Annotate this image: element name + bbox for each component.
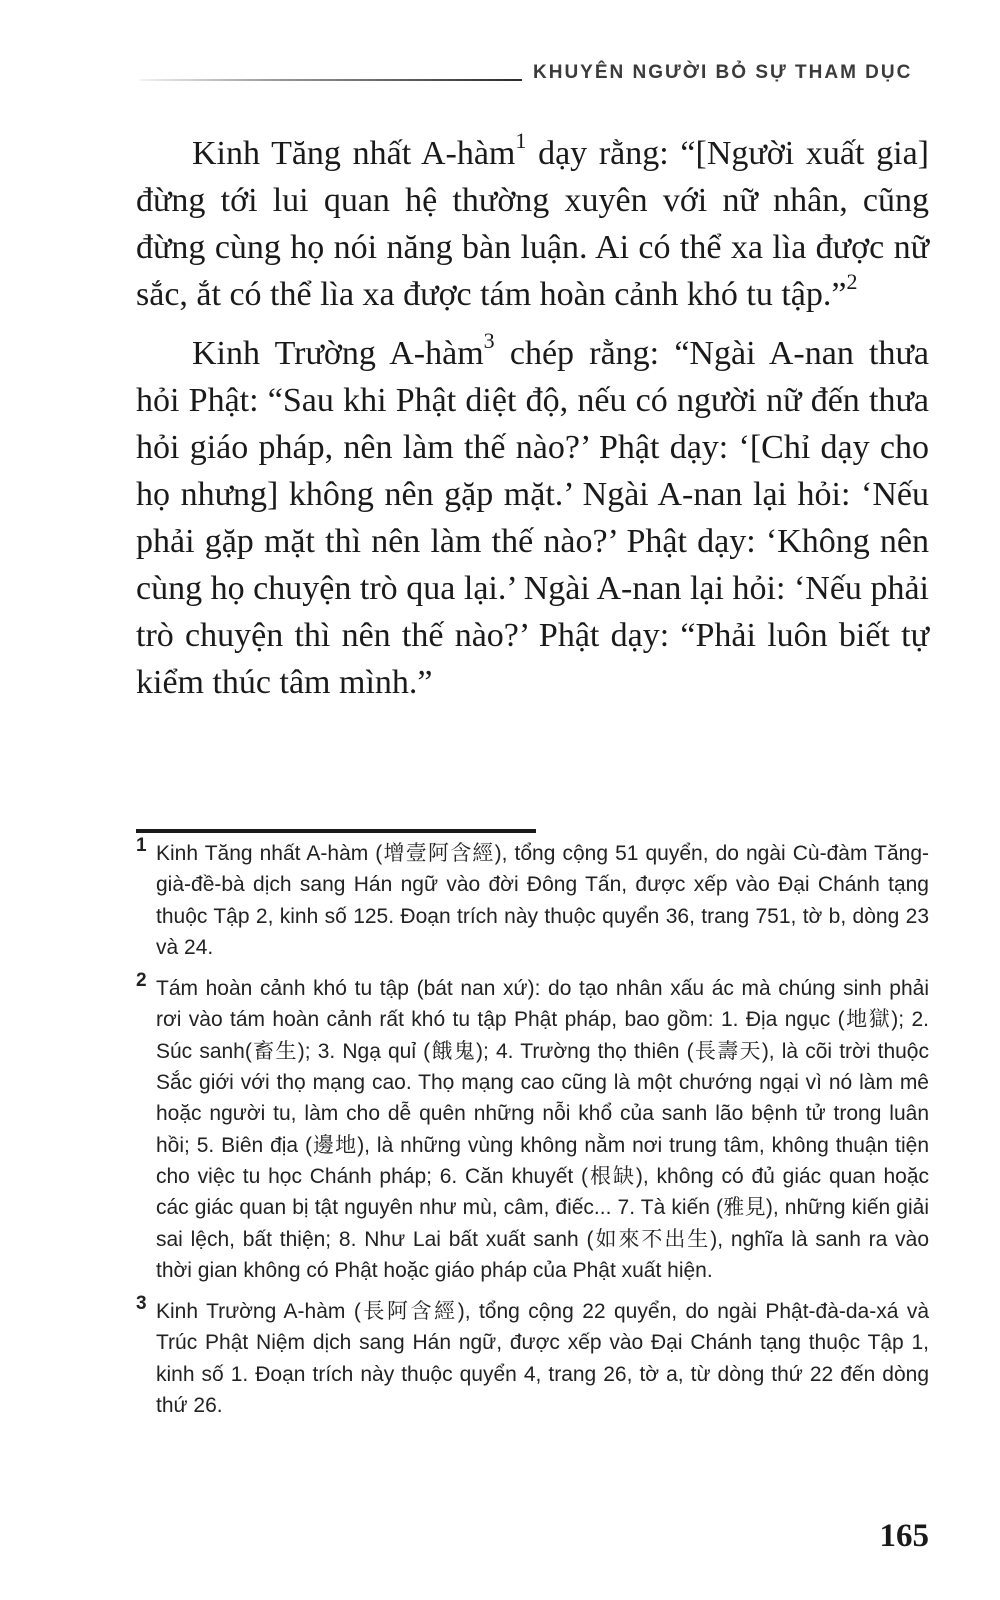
- footnote-number: 2: [136, 970, 147, 992]
- text-run: Kinh Tăng nhất A-hàm (: [156, 842, 383, 865]
- cjk-text: 畜生: [251, 1038, 298, 1063]
- text-run: ), là những vùng không nằm nơi trung tâm, không thuận tiện cho việc tu học Chánh pháp; 6. Căn khuyết (: [156, 1133, 930, 1188]
- text-run: ); 4. Trường thọ thiên (: [476, 1039, 694, 1063]
- paragraph: [136, 127, 929, 318]
- text-run: ), là cõi trời thuộc Sắc giới với thọ mạng cao. Thọ mạng cao cũng là một chướng ngại vì nó làm mê hoặc người tu, làm cho dễ quên những nỗi khổ của sanh lão bệnh tử trong luân hồi; 5. Biên địa (: [156, 1039, 929, 1157]
- footnote: [136, 1293, 929, 1421]
- cjk-text: 增壹阿含經: [382, 841, 495, 865]
- cjk-text: 地獄: [844, 1007, 892, 1032]
- cjk-text: 如來不出生: [593, 1226, 711, 1251]
- main-text: [136, 127, 929, 718]
- footnote-ref[interactable]: 2: [846, 268, 858, 294]
- cjk-text: 雅見: [723, 1195, 766, 1220]
- text-run: chép rằng: “Ngài A-nan thưa hỏi Phật: “Sau khi Phật diệt độ, nếu có người nữ đến thưa hỏi giáo pháp, nên làm thế nào?’ Phật dạy: ‘[Chỉ dạy cho họ nhưng] không nên gặp mặt.’ Ngài A-nan lại hỏi: ‘Nếu phải gặp mặt thì nên làm thế nào?’ Phật dạy: ‘Không nên cùng họ chuyện trò qua lại.’ Ngài A-nan lại hỏi: ‘Nếu phải trò chuyện thì nên thế nào?’ Phật dạy: “Phải luôn biết tự kiểm thúc tâm mình.”: [136, 335, 929, 701]
- running-head-title: KHUYÊN NGƯỜI BỎ SỰ THAM DỤC: [533, 62, 913, 83]
- text-run: dạy rằng: “[Người xuất gia] đừng tới lui quan hệ thường xuyên với nữ nhân, cũng đừng cùng họ nói năng bàn luận. Ai có thể xa lìa được nữ sắc, ắt có thể lìa xa được tám hoàn cảnh khó tu tập.”: [136, 135, 929, 313]
- text-run: ), nghĩa là sanh ra vào thời gian không có Phật hoặc giáo pháp của Phật xuất hiện.: [156, 1227, 930, 1282]
- cjk-text: 長壽天: [693, 1038, 762, 1063]
- cjk-text: 餓鬼: [430, 1038, 477, 1063]
- text-run: Kinh Trường A-hàm: [192, 335, 484, 372]
- cjk-text: 長阿含經: [360, 1299, 458, 1324]
- text-run: Tám hoàn cảnh khó tu tập (bát nan xứ): do tạo nhân xấu ác mà chúng sinh phải rơi vào tám hoàn cảnh rất khó tu tập Phật pháp, bao gồm: 1. Địa ngục (: [156, 977, 929, 1032]
- footnote-ref[interactable]: 1: [515, 127, 527, 153]
- footnote-number: 1: [136, 835, 147, 856]
- text-run: ), không có đủ giác quan hoặc các giác quan bị tật nguyên như mù, câm, điếc... 7. Tà kiến (: [156, 1164, 930, 1220]
- page-number: 165: [879, 1518, 929, 1554]
- cjk-text: 邊地: [312, 1132, 358, 1157]
- header-rule: [140, 79, 522, 81]
- footnote-ref[interactable]: 3: [483, 327, 495, 353]
- text-run: Kinh Trường A-hàm (: [156, 1300, 361, 1324]
- paragraph: [136, 327, 929, 706]
- text-run: Kinh Tăng nhất A-hàm: [192, 135, 516, 172]
- text-run: ), tổng cộng 51 quyển, do ngài Cù-đàm Tăng-già-đề-bà dịch sang Hán ngữ vào đời Đông Tấn, được xếp vào Đại Chánh tạng thuộc Tập 2, kinh số 125. Đoạn trích này thuộc quyển 36, trang 751, tờ b, dòng 23 và 24.: [156, 842, 929, 959]
- footnote-number: 3: [136, 1293, 147, 1315]
- cjk-text: 根缺: [588, 1163, 636, 1188]
- text-run: ), tổng cộng 22 quyển, do ngài Phật-đà-da-xá và Trúc Phật Niệm dịch sang Hán ngữ, được xếp vào Đại Chánh tạng thuộc Tập 1, kinh số 1. Đoạn trích này thuộc quyển 4, trang 26, tờ a, từ dòng thứ 22 đến dòng thứ 26.: [156, 1300, 929, 1418]
- text-run: ), những kiến giải sai lệch, bất thiện; 8. Như Lai bất xuất sanh (: [156, 1196, 929, 1251]
- footnote: [136, 970, 930, 1286]
- footnote: [136, 835, 929, 963]
- text-run: ); 3. Ngạ quỉ (: [297, 1039, 431, 1063]
- footnote-separator: [136, 829, 536, 833]
- text-run: ); 2. Súc sanh(: [156, 1008, 929, 1063]
- footnotes: [136, 835, 930, 1431]
